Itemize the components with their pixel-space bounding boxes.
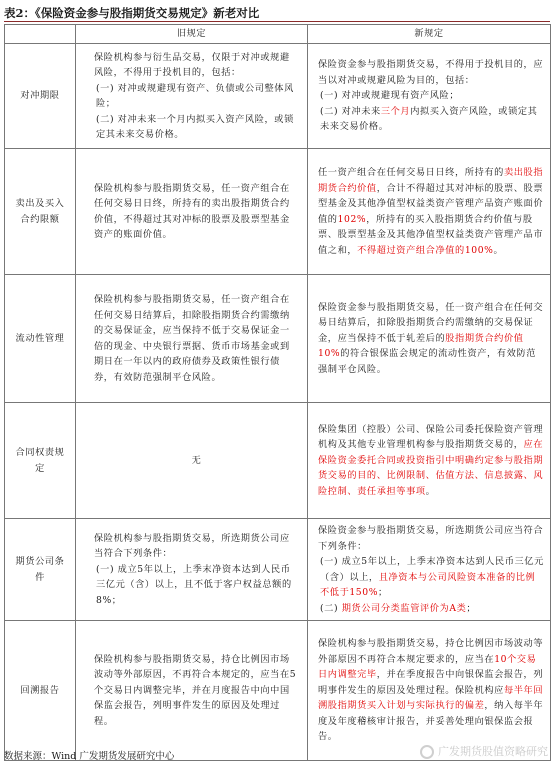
new-futures-p2 (318, 554, 544, 601)
new-sale-b: ，合计不得超过其对冲标的股票、股票型基金及其他净值型权益类资产管理产品资产账面价值的 (318, 182, 544, 225)
new-futures-p2-b: ； (378, 587, 388, 598)
header-old-col: 旧规定 (76, 25, 308, 44)
new-report-red1: 10个交易日内调整完毕 (318, 653, 537, 681)
header-new-col: 新规定 (308, 25, 551, 44)
new-hedge-p3-red: 三个月 (380, 105, 411, 117)
row-futures (5, 519, 551, 621)
new-futures-p2-red: 且净资本与公司风险资本准备的比例不低于150% (320, 571, 536, 598)
row-label-report: 回溯报告 (5, 621, 76, 761)
old-hedge-p1: 保险机构参与衍生品交易，仅限于对冲或规避风险，不得用于投机目的，包括： (94, 51, 290, 78)
row-contract (5, 403, 551, 519)
old-rule-liquidity: 保险机构参与股指期货交易，任一资产组合在任何交易日结算后，扣除股指期货合约需缴纳的交易保证金，应当保持不低于交易保证金一倍的现金、中央银行票据、货币市场基金或到期日在一年以内的政府债券及政策性银行债券，有效防范强制平仓风险。 (76, 275, 308, 403)
comparison-table (4, 24, 551, 761)
new-hedge-p1: 保险资金参与股指期货交易，不得用于投机目的，应当以对冲或规避风险为目的，包括： (318, 59, 544, 86)
new-report-b: ，并在季度报告中向银保监会报告，列明事件发生的原因及处理过程。保险机构应 (318, 669, 544, 696)
new-liquidity-red1: 股指期货合约价值10% (318, 332, 524, 360)
new-contract-red1: 应在保险资金委托合同或投资指引中明确约定参与股指期货交易的目的、比例限制、估值方法、信息披露、风险控制、责任承担等事项 (318, 439, 544, 497)
new-futures-p1: 保险资金参与股指期货交易，所选期货公司应当符合下列条件： (318, 525, 544, 552)
new-rule-sale (308, 149, 551, 275)
new-rule-liquidity (308, 275, 551, 403)
row-sale (5, 149, 551, 275)
old-hedge-p3: (二) 对冲未来一个月内拟买入资产风险，或锁定其未来交易价格。 (96, 113, 294, 140)
watermark-text: 广发期货股值资略研究 (438, 745, 548, 758)
new-report-a: 保险机构参与股指期货交易，持仓比例因市场波动等外部原因不再符合本规定要求的，应当在 (318, 638, 544, 665)
source-note: 数据来源：Wind 广发期货发展研究中心 (4, 751, 175, 762)
old-hedge-p2: (一) 对冲或规避现有资产、负债或公司整体风险； (96, 82, 294, 109)
new-sale-red2: 102% (337, 213, 367, 225)
row-label-contract: 合同权责规定 (5, 403, 76, 519)
row-label-liquidity: 流动性管理 (5, 275, 76, 403)
new-report-c: ，纳入每半年度及年度稽核审计报告，并妥善处理向银保监会报告。 (318, 700, 544, 743)
new-report-red2: 每半年回溯股指期货买入计划与实际执行的偏差 (318, 684, 544, 712)
old-rule-contract: 无 (76, 403, 308, 519)
new-futures-p2-a: (一) 成立5年以上，上季末净资本达到人民币三亿元（含）以上， (320, 556, 544, 583)
new-hedge-p2: (一) 对冲或规避现有资产风险； (320, 90, 460, 102)
new-hedge-p3-a: (二) 对冲未来 (320, 105, 381, 117)
old-futures-p2: (一) 成立5年以上，上季末净资本达到人民币三亿元（含）以上，且不低于客户权益总额的8%； (96, 563, 292, 606)
table-title: 表2：《保险资金参与股指期货交易规定》新老对比 (4, 4, 550, 22)
new-futures-p3-b: ； (466, 602, 477, 614)
new-hedge-p3 (318, 104, 544, 135)
old-rule-hedge (76, 44, 308, 149)
new-rule-hedge (308, 44, 551, 149)
old-futures-p1: 保险机构参与股指期货交易，所选期货公司应当符合下列条件： (94, 532, 290, 560)
row-label-hedge: 对冲期限 (5, 44, 76, 149)
new-futures-p3 (318, 601, 544, 617)
watermark-logo-icon (420, 745, 434, 759)
row-label-futures: 期货公司条件 (5, 519, 76, 621)
new-futures-p3-red: 期货公司分类监管评价为A类 (341, 602, 467, 614)
new-liquidity-b: 的符合银保监会规定的流动性资产，有效防范强制平仓风险。 (318, 348, 536, 375)
row-hedge (5, 44, 551, 149)
old-rule-futures (76, 519, 308, 621)
old-rule-sale: 保险机构参与股指期货交易，任一资产组合在任何交易日日终，所持有的卖出股指期货合约价值，不得超过其对冲标的股票及股票型基金资产的账面价值。 (76, 149, 308, 275)
new-hedge-p3-b: 内拟买入资产风险，或锁定其未来交易价格。 (320, 105, 538, 133)
table-header-row (5, 25, 551, 44)
row-liquidity (5, 275, 551, 403)
new-sale-d: 。 (493, 244, 504, 256)
new-sale-a: 任一资产组合在任何交易日日终，所持有的 (318, 167, 504, 178)
new-sale-red1: 卖出股指期货合约价值 (318, 167, 544, 194)
header-item-col (5, 25, 76, 44)
new-rule-futures (308, 519, 551, 621)
new-contract-a: 保险集团（控股）公司、保险公司委托保险资产管理机构及其他专业管理机构参与股指期货交易的， (318, 423, 544, 451)
row-report (5, 621, 551, 761)
new-sale-red3: 不得超过资产组合净值的100% (357, 244, 494, 256)
row-label-sale: 卖出及买入合约限额 (5, 149, 76, 275)
new-futures-p3-a: (二) (320, 602, 342, 614)
new-liquidity-a: 保险资金参与股指期货交易，任一资产组合在任何交易日结算后，扣除股指期货合约需缴纳的交易保证金，应当保持不低于轧差后的 (318, 301, 544, 344)
new-rule-report (308, 621, 551, 761)
old-rule-report: 保险机构参与股指期货交易，持仓比例因市场波动等外部原因，不再符合本规定的，应当在5个交易日内调整完毕，并在月度报告中向中国保监会报告，列明事件发生的原因及处理过程。 (76, 621, 308, 761)
watermark (420, 742, 548, 762)
new-contract-b: 。 (425, 485, 436, 497)
new-rule-contract (308, 403, 551, 519)
new-sale-c: ，所持有的买入股指期货合约价值与股票、股票型基金及其他净值型权益类资产管理产品市值之和， (318, 213, 544, 256)
